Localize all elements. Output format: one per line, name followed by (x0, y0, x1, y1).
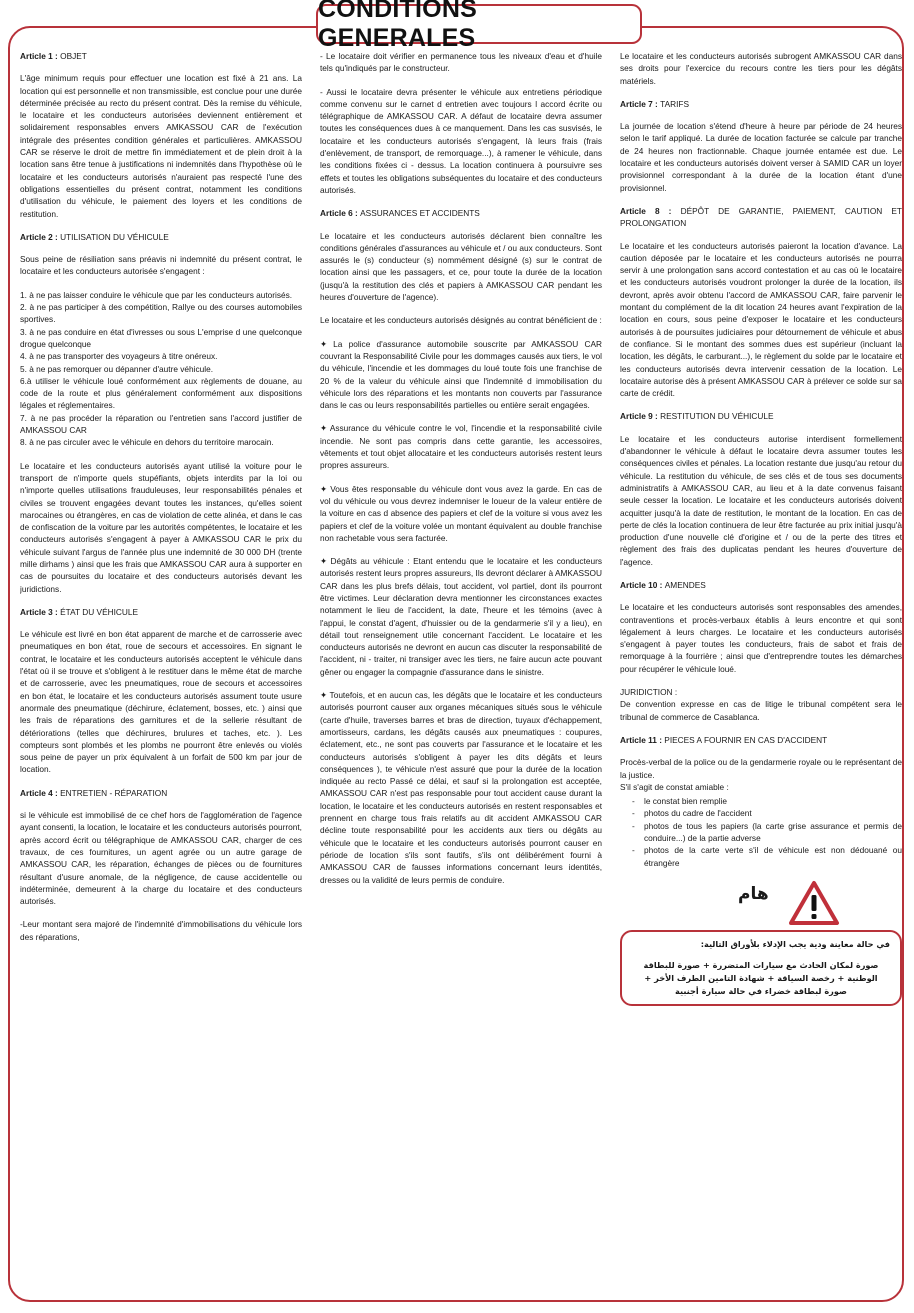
list-item: - photos de tous les papiers (la carte grise assurance et permis de conduire...) de la partie adverse (620, 820, 902, 845)
article-1-text: L'âge minimum requis pour effectuer une location est fixé à 21 ans. La location qui est personnelle et non transmissible, est conclue pour une durée déterminée précisée au recto du présent contrat. Dès la remise du véhicule, le locataire et les conducteurs autorisées deviennent entièrement et solidairement responsables envers AMKASSOU CAR de l'exécution intégrale des présentes condition générales et particulières. AMKASSOU CAR se réserve le droit de mettre fin immédiatement et de plein droit à la location sans être tenue à justifications ni indemnités dans l'hypothèse où le locataire et les conducteurs autorisés n'auraient pas respecté l'une des obligations essentielles du présent contrat, notamment les conditions d'utilisation du véhicule, le paiement des loyers et les conditions de restitution. (20, 73, 302, 219)
jurisdiction-text: De convention expresse en cas de litige le tribunal compétent sera le tribunal de commerce de Casablanca. (620, 699, 902, 722)
list-item: - le constat bien remplie (620, 795, 902, 807)
article-9-text: Le locataire et les conducteurs autorise interdisent formellement d'abandonner le véhicule à défaut le locataire devra assumer toutes les conséquences civiles et pénales. La location restante due jusqu'au retour du véhicule. La restitution du véhicule, de ses clés et de tous ses documents administratifs à AMKASSOU CAR, au lieu et à la date convenus faisant seule cesser la location. Le locataire et les conducteurs autorisés doivent acquitter jusqu'à la date de restitution, le montant de la location. En cas de perte de clés la location continuera de leur être facturée au prix initial jusqu'à production d'une nouvelle clé d'origine et / ou de la perte des titres et règlement des frais des duplicatas pendant les heures d'ouverture de l'agence. (620, 433, 902, 567)
column-3 (620, 50, 902, 1290)
article-3-heading: Article 3 : ÉTAT DU VÉHICULE (20, 606, 139, 617)
page-title: CONDITIONS GENERALES (318, 0, 477, 52)
article-2-text: Le locataire et les conducteurs autorisés ayant utilisé la voiture pour le transport de n'importe quels stupéfiants, objets interdits par la loi ou n'importe quelles utilisations frauduleuses, leur responsabilités pénales et civiles se trouvent engagées devant toutes les instances, qu'elles soient marocaines ou étrangères, en cas de violation de cette alinéa, et dans le cas de confiscation de la voiture par les autorités compétentes, le locataire et les conducteurs autorisés s'engagent à payer à AMKASSOU CAR le prix du véhicule suivant l'argus de l'année plus une indemnité de 30 000 DH (trente mille dirhams ) ainsi que les frais que AMKASSOU CAR aura à supporter en cas de poursuites du locataire et des conducteurs autorisés devant les juridictions. (20, 460, 302, 594)
title-box (316, 0, 642, 52)
arabic-notice-text: صورة لمكان الحادث مع سيارات المتضررة + صورة للبطاقة الوطنية + رخصة السياقة + شهادة التامين الطرف الأخر + صورة لبطاقة خضراء في حالة سيارة أجنبية (643, 959, 879, 996)
list-item: 2. à ne pas participer à des compétition, Rallye ou des courses automobiles sportives. (20, 302, 302, 325)
warning-triangle-icon (788, 880, 840, 926)
article-10-text: Le locataire et les conducteurs autorisés sont responsables des amendes, contraventions et procès-verbaux établis à leurs encontre et qui sont légalement à leurs charges. Le locataire et les conducteurs autorisés s'engagent à payer toutes les conducteurs, frais de sabot et frais de remorquage à la fourrière ; ainsi que d'entreprendre toutes les démarches pour récupérer le véhicule loué. (620, 602, 902, 674)
article-6-bullet: ✦ La police d'assurance automobile souscrite par AMKASSOU CAR couvrant la Responsabilité Civile pour les dommages causés aux tiers, le vol du véhicule, l'incendie et les dommages du loué toute fois une franchise de 20 % de la valeur du véhicule ainsi que l'indemnité d immobilisation du véhicule lors des réparations et les montants non couverts par l'assurance dans le cas ou leurs responsabilités partielles ou entière serait engagées. (320, 338, 602, 411)
list-item: 5. à ne pas remorquer ou dépanner d'autre véhicule. (20, 363, 213, 374)
warning-word: هام (738, 883, 769, 904)
article-2-heading: Article 2 : UTILISATION DU VÉHICULE (20, 231, 169, 242)
article-6-text: Le locataire et les conducteurs autorisés déclarent bien connaître les conditions générales d'assurances au véhicule et / ou aux conducteurs. Sont assurés le (s) conducteur (s) nommément désigné (s) sur le contrat de location ainsi que les passagers, et ce, pour toute la durée de la location (jusqu'à la restitution des clés et papiers à AMKASSOU CAR pendant les heures d'ouverture de l'agence). (320, 230, 602, 303)
article-4-text-2: -Leur montant sera majoré de l'indemnité d'immobilisations du véhicule lors des réparations, (20, 919, 302, 942)
list-item: 6.à utiliser le véhicule loué conformément aux règlements de douane, au code de la route et plus généralement conformément aux dispositions légales et réglementaires. (20, 375, 302, 411)
article-4-text: si le véhicule est immobilisé de ce chef hors de l'agglomération de l'agence ayant consenti, la location, le locataire et les conducteurs autorisés pourront, après accord écrit ou télégraphique de AMKASSOU CAR, charger de ces travaux, de ces fournitures, un agent agrée ou un autre garage de AMKASSOU CAR, les réparation, échanges de pièces ou de fournitures résultant d'usure anomale, de la négligence, de cause accidentelle ou indéterminée, demeurent à la charge du locataire et des conducteurs autorisés. (20, 810, 302, 907)
column-2 (320, 50, 602, 1290)
article-6-heading: Article 6 : ASSURANCES ET ACCIDENTS (320, 208, 480, 219)
article-4-heading: Article 4 : ENTRETIEN - RÉPARATION (20, 787, 168, 798)
list-item: 4. à ne pas transporter des voyageurs à titre onéreux. (20, 351, 218, 362)
article-2-list (20, 289, 302, 449)
list-item: 7. à ne pas procéder la réparation ou l'entretien sans l'accord justifier de AMKASSOU CAR (20, 412, 302, 436)
article-1-heading: Article 1 : OBJET (20, 51, 87, 61)
article-7-heading: Article 7 : TARIFS (620, 98, 690, 109)
arabic-notice-box (620, 930, 902, 1006)
article-6-bullet: ✦ Dégâts au véhicule : Etant entendu que le locataire et les conducteurs autorisés restent leurs propres assureurs, Ils devront déclarer à AMKASSOU CAR dans les plus brefs délais, tout accident, vol partiel, dont ils pourront être victimes. Leur déclaration devra mentionner les circonstances exactes notamment le lieu de l'accident, la date, l'heure et les témoins (avec à l'appui, le constat d'agent, d'huissier ou de la gendarmerie s'il y a lieu), en détail tout renseignement utile concernant l'accident. Le locataire et les conducteurs autorisés ne devront en aucun cas discuter la responsabilité de l'accident, ni - traiter, ni transiger avec les tiers, ne faire aucun acte pouvant gêner ou engager la compagnie d'assurance dans le sinistre. (320, 556, 602, 677)
column-1 (20, 50, 302, 1290)
article-11-text: Procès-verbal de la police ou de la gendarmerie royale ou le représentant de la justice. (620, 757, 902, 780)
list-item: - photos du cadre de l'accident (620, 807, 902, 819)
article-10-heading: Article 10 : AMENDES (620, 579, 706, 590)
list-item: - photos de la carte verte s'il de véhicule est non dédouané ou étrangère (620, 844, 902, 869)
article-9-heading: Article 9 : RESTITUTION DU VÉHICULE (620, 411, 774, 422)
article-8-text: Le locataire et les conducteurs autorisés paieront la location d'avance. La caution déposée par le locataire et les conducteurs autorisés ne pourra servir à une prolongation sans accord contestation et au cas où le locataire et les conducteurs autorisés voudront prolonger la durée de la location, ils devront, après avoir obtenu l'accord de AMKASSOU CAR, faire parvenir le montant du complément de la dit location 24 heures avant l'expiration de la location en cours, sous peine d'exposer le locataire et les conducteurs autorisés à de poursuites judiciaires pour détournement de véhicule et abus de confiance. Si le montant des sommes dues est supérieur (incluant la location, les dégâts, le carburant...), le règlement du solde par le locataire et les conducteurs autorisés devra intervenir cessation de la location. Le locataire autorise dès à présent AMKASSOU CAR à prélever ce solde sur sa carte de crédit. (620, 240, 902, 399)
list-item: 3. à ne pas conduire en état d'ivresses ou sous L'emprise d une quelconque drogue quelconque (20, 326, 302, 349)
warning-banner (620, 880, 902, 930)
maintenance-text-1: - Le locataire doit vérifier en permanence tous les niveaux d'eau et d'huile tels qu'indiqués par le constructeur. (320, 51, 602, 74)
arabic-notice-heading: في حالة معاينة ودية يجب الإدلاء بلأوراق التالية: (700, 938, 890, 949)
article-8-heading: Article 8 : DÉPÔT DE GARANTIE, PAIEMENT, CAUTION ET PROLONGATION (620, 205, 902, 229)
article-2-intro: Sous peine de résiliation sans préavis ni indemnité du présent contrat, le locataire et les conducteurs autorisée s'engagent : (20, 254, 302, 277)
jurisdiction-heading: JURIDICTION : (620, 687, 678, 698)
subrogation-text: Le locataire et les conducteurs autorisés subrogent AMKASSOU CAR dans ses droits pour l'exercice du recours contre les tiers pour les dégâts matériels. (620, 51, 902, 86)
article-6-bullet: ✦ Assurance du véhicule contre le vol, l'incendie et la responsabilité civile incendie. Ne sont pas compris dans cette garantie, les accessoires, vêtements et tout objet allocataire et les conducteurs autorisés restent leurs propres assureurs. (320, 423, 602, 471)
article-6-bullet: ✦ Vous êtes responsable du véhicule dont vous avez la garde. En cas de vol du véhicule ou vous devrez indemniser le loueur de la valeur entière de la voiture en cas d absence des papiers et clef de la voiture si vous avez les papiers et clef de la voiture volée un montant équivalent au double franchise non rachetable vous sera facturée. (320, 483, 602, 543)
article-11-heading: Article 11 : PIECES A FOURNIR EN CAS D'ACCIDENT (620, 734, 828, 745)
article-6-bullet: ✦ Toutefois, et en aucun cas, les dégâts que le locataire et les conducteurs autorisés pourront causer aux organes mécaniques situés sous le véhicule (carte d'huile, traverses barres et bras de direction, tuyaux d'échappement, amortisseurs, cardans, les dégâts causés aux pneumatiques : coupures, éclatement, etc., ne sont pas couverts par l'assurance et le locataire et les conducteurs autorisés s'obligent à payer les dits dégâts et leurs conséquences ), te véhicule n'est assuré que pour la durée de la location indiquée au recto Passé ce délai, et sauf si la prolongation est acceptée, AMKASSOU CAR n'est pas responsable pour tout accident cause durant la location, le locataire et les conducteurs autorisés en restent responsables et prennent en charge tous frais relatifs au dit accident AMKASSOU CAR décline toute responsabilité pour les accidents aux tiers ou dégâts au véhicule que le locataire et les conducteurs autorisés pourront causer en période de location s'ils sont fautifs, s'ils ont délibérément fourni à AMKASSOU CAR de fausses informations concernant leurs identités, dresses ou la validité de leurs permis de conduire. (320, 690, 602, 885)
documents-list (620, 795, 902, 869)
article-7-text: La journée de location s'étend d'heure à heure par période de 24 heures selon le tarif appliqué. La durée de location facturée se calcule par tranche de 24 heures non fractionnable. Chaque journée entamée est due. Le locataire et les conducteurs autorisés doivent verser à SAMID CAR un loyer provisionnel correspondant à la durée de la location étant d'une provisionnel. (620, 121, 902, 193)
list-item: 8. à ne pas circuler avec le véhicule en dehors du territoire marocain. (20, 437, 274, 448)
article-11-intro: S'il s'agit de constat amiable : (620, 781, 729, 792)
list-item: 1. à ne pas laisser conduire le véhicule que par les conducteurs autorisés. (20, 289, 293, 300)
article-3-text: Le véhicule est livré en bon état apparent de marche et de carrosserie avec pneumatiques en bon état, roue de secours et accessoires. En signant le contrat, le locataire et les conducteurs autorisés acceptent le véhicule dans l'état où il se trouve et s'obligent à le restituer dans le même état de marche et de carrosserie, avec les pneumatiques, roue de secours et accessoires en bon état, le locataire et les conducteurs autorisés assument toute usure anormale des pneumatique (déchirure, éclatement, bosses, etc. ) ainsi que les frais de réparations des garnitures et de la sellerie résultant de détériorations (telles que déchirures, brulures et taches, etc. ). Les compteurs sont plombés et les plombs ne pourront être enlevés ou violés sous peine de payer un prix équivalent à un forfait de 500 km par jour de location. (20, 629, 302, 775)
article-6-intro: Le locataire et les conducteurs autorisés désignés au contrat bénéficient de : (320, 315, 602, 326)
maintenance-text-2: - Aussi le locataire devra présenter le véhicule aux entretiens périodique comme convenu sur le carnet d entretien avec toujours l accord écrite ou télégraphique de AMKASSOU CAR. A défaut de locataire devra assumer toutes les conséquences dues à ce manquement. Dans les cas susvisés, le locataire et les conducteurs autorisés s'engagent, là leurs frais (frais d'enlèvement, de transport, de remorquage...), à ramener le véhicule, dans les conditions fixées ci - dessus. La location continuera à poursuivre ses effets et toutes les obligations subséquentes du locataire et des conducteurs autorisés. (320, 86, 602, 195)
